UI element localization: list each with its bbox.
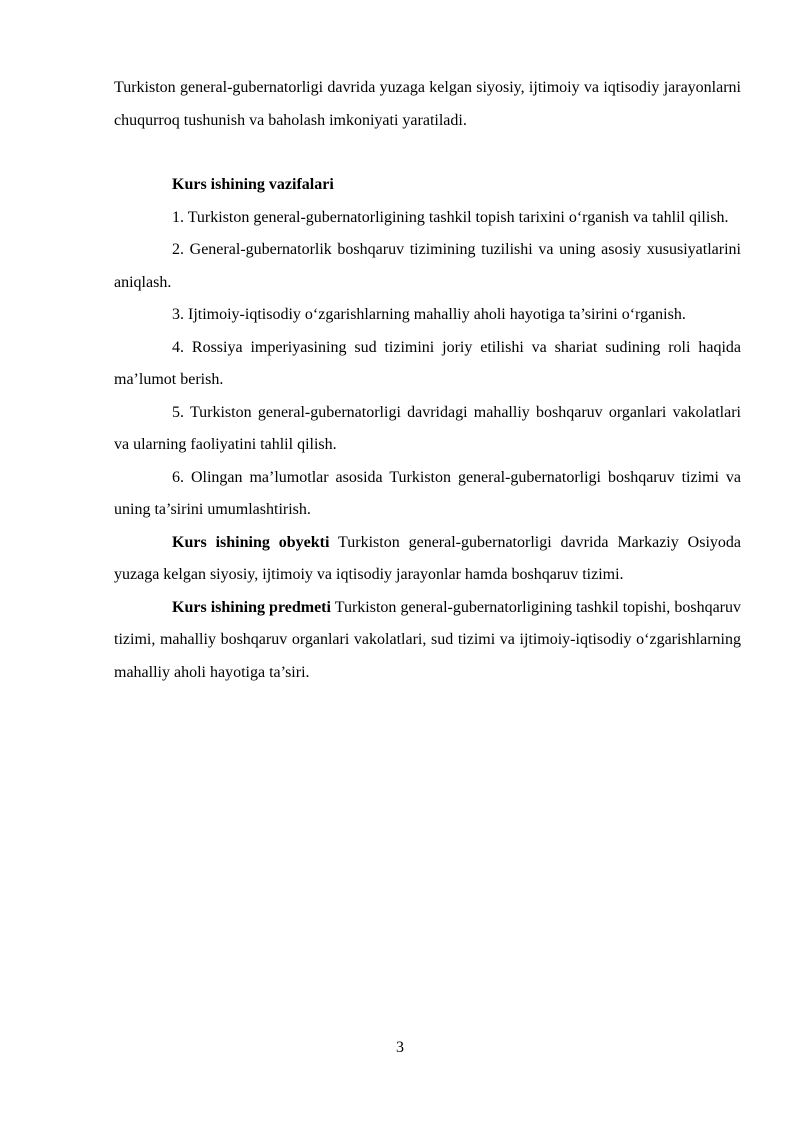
task-item-6: 6. Olingan ma’lumotlar asosida Turkiston general-gubernatorligi boshqaruv tizimi va uning ta’sirini umumlashtirish. [114,468,741,518]
object-label: Kurs ishining obyekti [172,533,330,551]
subject-text: Turkiston general-gubernatorligining tashkil topishi, boshqaruv tizimi, mahalliy boshqaruv organlari vakolatlari, sud tizimi va ijtimoiy-iqtisodiy o‘zgarishlarning mahalliy aholi hayotiga ta’siri. [114,598,742,681]
object-paragraph [114,527,741,592]
task-item-3: 3. Ijtimoiy-iqtisodiy o‘zgarishlarning mahalliy aholi hayotiga ta’sirini o‘rganish. [172,306,686,323]
page-number: 3 [396,1039,404,1056]
task-item-1: 1. Turkiston general-gubernatorligining tashkil topish tarixini o‘rganish va tahlil qilish. [172,208,729,226]
task-item-2: 2. General-gubernatorlik boshqaruv tizimining tuzilishi va uning asosiy xususiyatlarini aniqlash. [114,241,741,291]
task-item-4: 4. Rossiya imperiyasining sud tizimini joriy etilishi va shariat sudining roli haqida ma’lumot berish. [114,338,741,388]
intro-paragraph: Turkiston general-gubernatorligi davrida yuzaga kelgan siyosiy, ijtimoiy va iqtisodiy jarayonlarni chuqurroq tushunish va baholash imkoniyati yaratiladi. [114,79,741,129]
subject-paragraph [114,592,741,690]
paragraph-gap [114,137,741,169]
task-item-5: 5. Turkiston general-gubernatorligi davridagi mahalliy boshqaruv organlari vakolatlari va ularning faoliyatini tahlil qilish. [114,403,741,453]
object-text: Turkiston general-gubernatorligi davrida Markaziy Osiyoda yuzaga kelgan siyosiy, ijtimoiy va iqtisodiy jarayonlar hamda boshqaruv tizimi. [114,533,741,583]
page-content [114,72,741,689]
subject-label: Kurs ishining predmeti [172,598,331,616]
tasks-heading-text: Kurs ishining vazifalari [172,176,334,193]
tasks-heading [114,169,741,202]
